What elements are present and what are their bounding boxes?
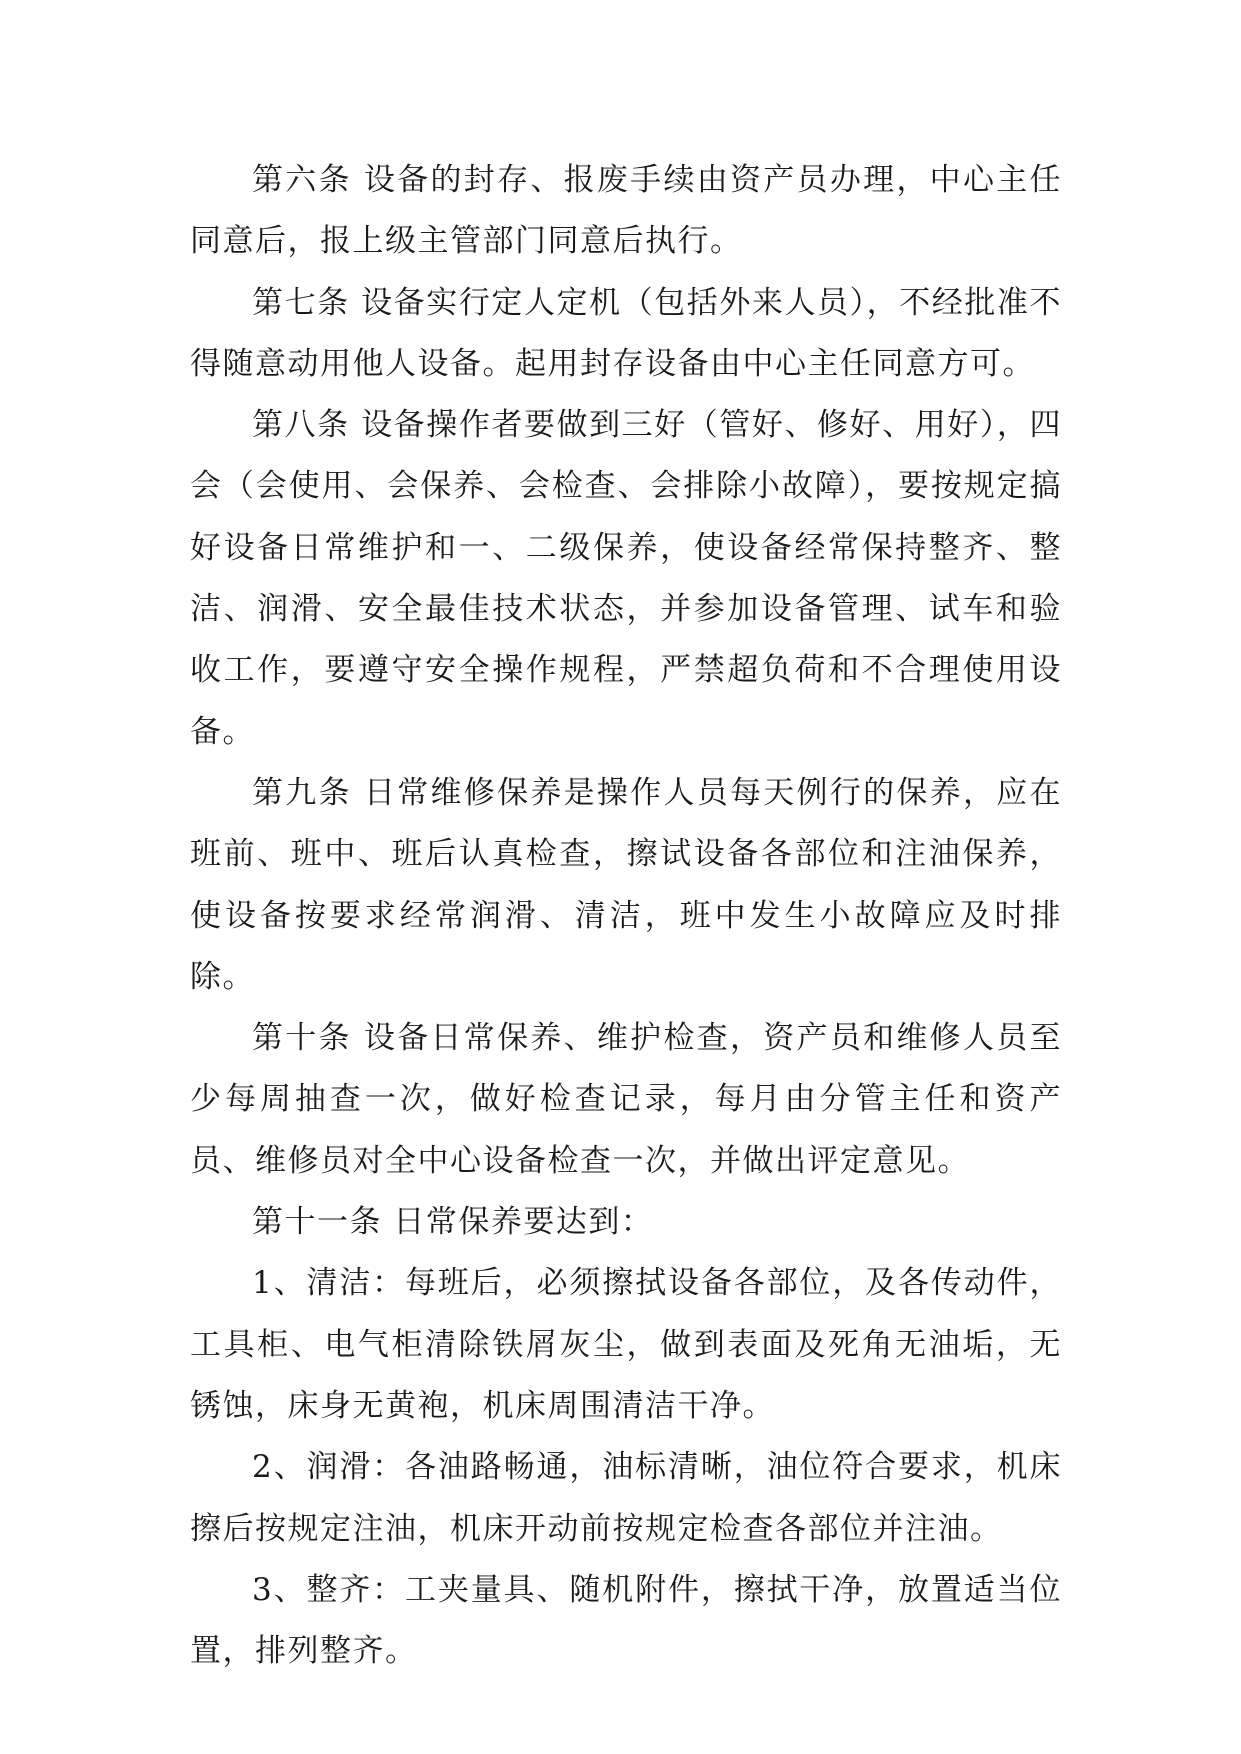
article-6-paragraph: 第六条 设备的封存、报废手续由资产员办理，中心主任同意后，报上级主管部门同意后执行。: [190, 162, 1062, 260]
article-9-paragraph: 第九条 日常维修保养是操作人员每天例行的保养，应在班前、班中、班后认真检查，擦试设备各部位和注油保养，使设备按要求经常润滑、清洁，班中发生小故障应及时排除。: [190, 774, 1062, 995]
article-8-paragraph: 第八条 设备操作者要做到三好（管好、修好、用好），四会（会使用、会保养、会检查、会排除小故障），要按规定搞好设备日常维护和一、二级保养，使设备经常保持整齐、整洁、润滑、安全最佳技术状态，并参加设备管理、试车和验收工作，要遵守安全操作规程，严禁超负荷和不合理使用设备。: [190, 407, 1062, 750]
item-3-tidiness: 3、整齐：工夹量具、随机附件，擦拭干净，放置适当位置，排列整齐。: [190, 1571, 1062, 1670]
item-2-lubrication: 2、润滑：各油路畅通，油标清晰，油位符合要求，机床擦后按规定注油，机床开动前按规定检查各部位并注油。: [190, 1449, 1062, 1547]
article-10-paragraph: 第十条 设备日常保养、维护检查，资产员和维修人员至少每周抽查一次，做好检查记录，每月由分管主任和资产员、维修员对全中心设备检查一次，并做出评定意见。: [190, 1020, 1062, 1179]
item-1-cleaning: 1、清洁：每班后，必须擦拭设备各部位，及各传动件，工具柜、电气柜清除铁屑灰尘，做到表面及死角无油垢，无锈蚀，床身无黄袍，机床周围清洁干净。: [190, 1265, 1062, 1424]
article-7-paragraph: 第七条 设备实行定人定机（包括外来人员），不经批准不得随意动用他人设备。起用封存设备由中心主任同意方可。: [190, 284, 1062, 382]
document-body: [190, 150, 1062, 1682]
article-11-heading: 第十一条 日常保养要达到：: [252, 1204, 654, 1241]
